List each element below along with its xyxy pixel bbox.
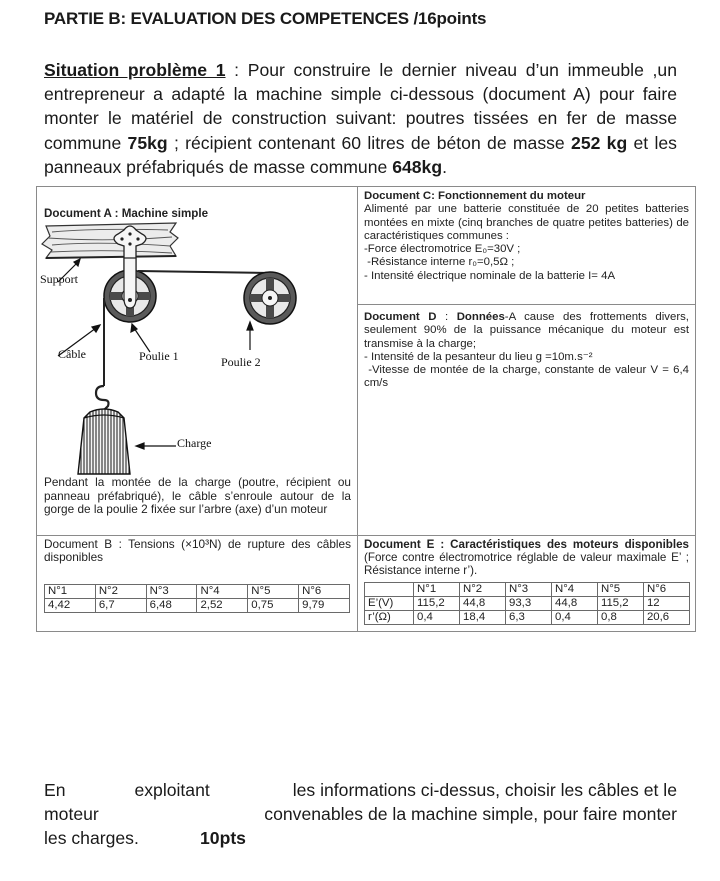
support-beam-icon (42, 223, 178, 258)
document-a-caption: Pendant la montée de la charge (poutre, récipient ou panneau préfabriqué), le câble s’enroule autour de la gorge de la poulie 2 fixée sur l’arbre (axe) d’un moteur (44, 475, 351, 517)
page-title: PARTIE B: EVALUATION DES COMPETENCES /16points (44, 9, 487, 28)
document-c-title: Document C: Fonctionnement du moteur (364, 190, 586, 202)
document-a-title: Document A : Machine simple (44, 207, 209, 220)
document-d-speed: -Vitesse de montée de la charge, constante de valeur V = 6,4 cm/s (364, 364, 693, 390)
document-e (364, 538, 689, 578)
label-pulley-2: Poulie 2 (221, 355, 261, 369)
document-c-intro: Alimenté par une batterie constituée de 20 petites batteries montées en mixte (cinq branches de quatre petites batteries) de caractéristiques communes : (364, 203, 689, 242)
document-e-subtitle: (Force contre électromotrice réglable de valeur maximale E’ ; Résistance interne r’). (364, 551, 689, 578)
document-c (364, 190, 689, 283)
document-d-text: -A cause des frottements divers, seulement 90% de la puissance mécanique du moteur est transmise à la charge; (364, 311, 689, 350)
task-instruction: En exploitant les informations ci-dessus, choisir les câbles et le moteur convenables de la machine simple, pour faire monter les charges. 10pts (44, 780, 677, 849)
document-d-subtitle: Données (456, 311, 505, 323)
hook-icon (96, 386, 109, 412)
label-support: Support (40, 272, 79, 286)
document-d: Document D : Données-A cause des frottements divers, seulement 90% de la puissance mécanique du moteur est transmise à la charge; - Intensité de la pesanteur du lieu g =10m.s⁻² -Vitesse de montée de la charge, constante de valeur V = 6,4 cm/s (364, 311, 693, 390)
document-d-title: Document D (364, 311, 437, 323)
task-points: 10pts (200, 828, 246, 849)
simple-machine-diagram (38, 218, 338, 476)
document-c-emf: -Force électromotrice E₀=30V ; (364, 243, 521, 256)
load-weight-icon (78, 409, 130, 474)
situation-problem-text: Situation problème 1 : Pour construire le dernier niveau d’un immeuble ,un entrepreneur a adapté la machine simple ci-dessous (document A) pour faire monter le matériel de construction suivant: poutres tissées en fer de masse commune 75kg ; récipient contenant 60 litres de béton de masse 252 kg et les panneaux préfabriqués de masse commune 648kg. (44, 60, 677, 177)
cable-tensions-table (44, 584, 350, 613)
document-d-gravity: - Intensité de la pesanteur du lieu g =10m.s⁻² (364, 350, 593, 363)
document-c-current: - Intensité électrique nominale de la batterie I= 4A (364, 269, 616, 282)
document-c-resistance: -Résistance interne r₀=0,5Ω ; (364, 256, 515, 269)
table-row: r’(Ω) 0,4 18,4 6,3 0,4 0,8 20,6 (365, 611, 690, 625)
document-e-title: Document E : Caractéristiques des moteurs disponibles (364, 538, 689, 551)
column-divider (357, 186, 358, 632)
table-header-row: N°1 N°2 N°3 N°4 N°5 N°6 (45, 585, 350, 599)
document-b-title: Document B : Tensions (×10³N) de rupture des câbles disponibles (44, 537, 351, 565)
mass-panels: 648kg (392, 156, 443, 177)
mass-container: 252 kg (571, 132, 628, 153)
label-load: Charge (177, 436, 212, 450)
table-row: 4,42 6,7 6,48 2,52 0,75 9,79 (45, 599, 350, 613)
row-divider-right-bottom (357, 535, 696, 536)
row-divider-right-top (357, 304, 696, 305)
situation-label: Situation problème 1 (44, 60, 226, 80)
motor-characteristics-table (364, 582, 690, 625)
label-cable: Câble (58, 347, 86, 361)
mass-beams: 75kg (127, 132, 168, 153)
pulley-2-icon (244, 272, 296, 324)
table-row: E’(V) 115,2 44,8 93,3 44,8 115,2 12 (365, 597, 690, 611)
label-pulley-1: Poulie 1 (139, 349, 179, 363)
table-header-row: N°1 N°2 N°3 N°4 N°5 N°6 (365, 583, 690, 597)
